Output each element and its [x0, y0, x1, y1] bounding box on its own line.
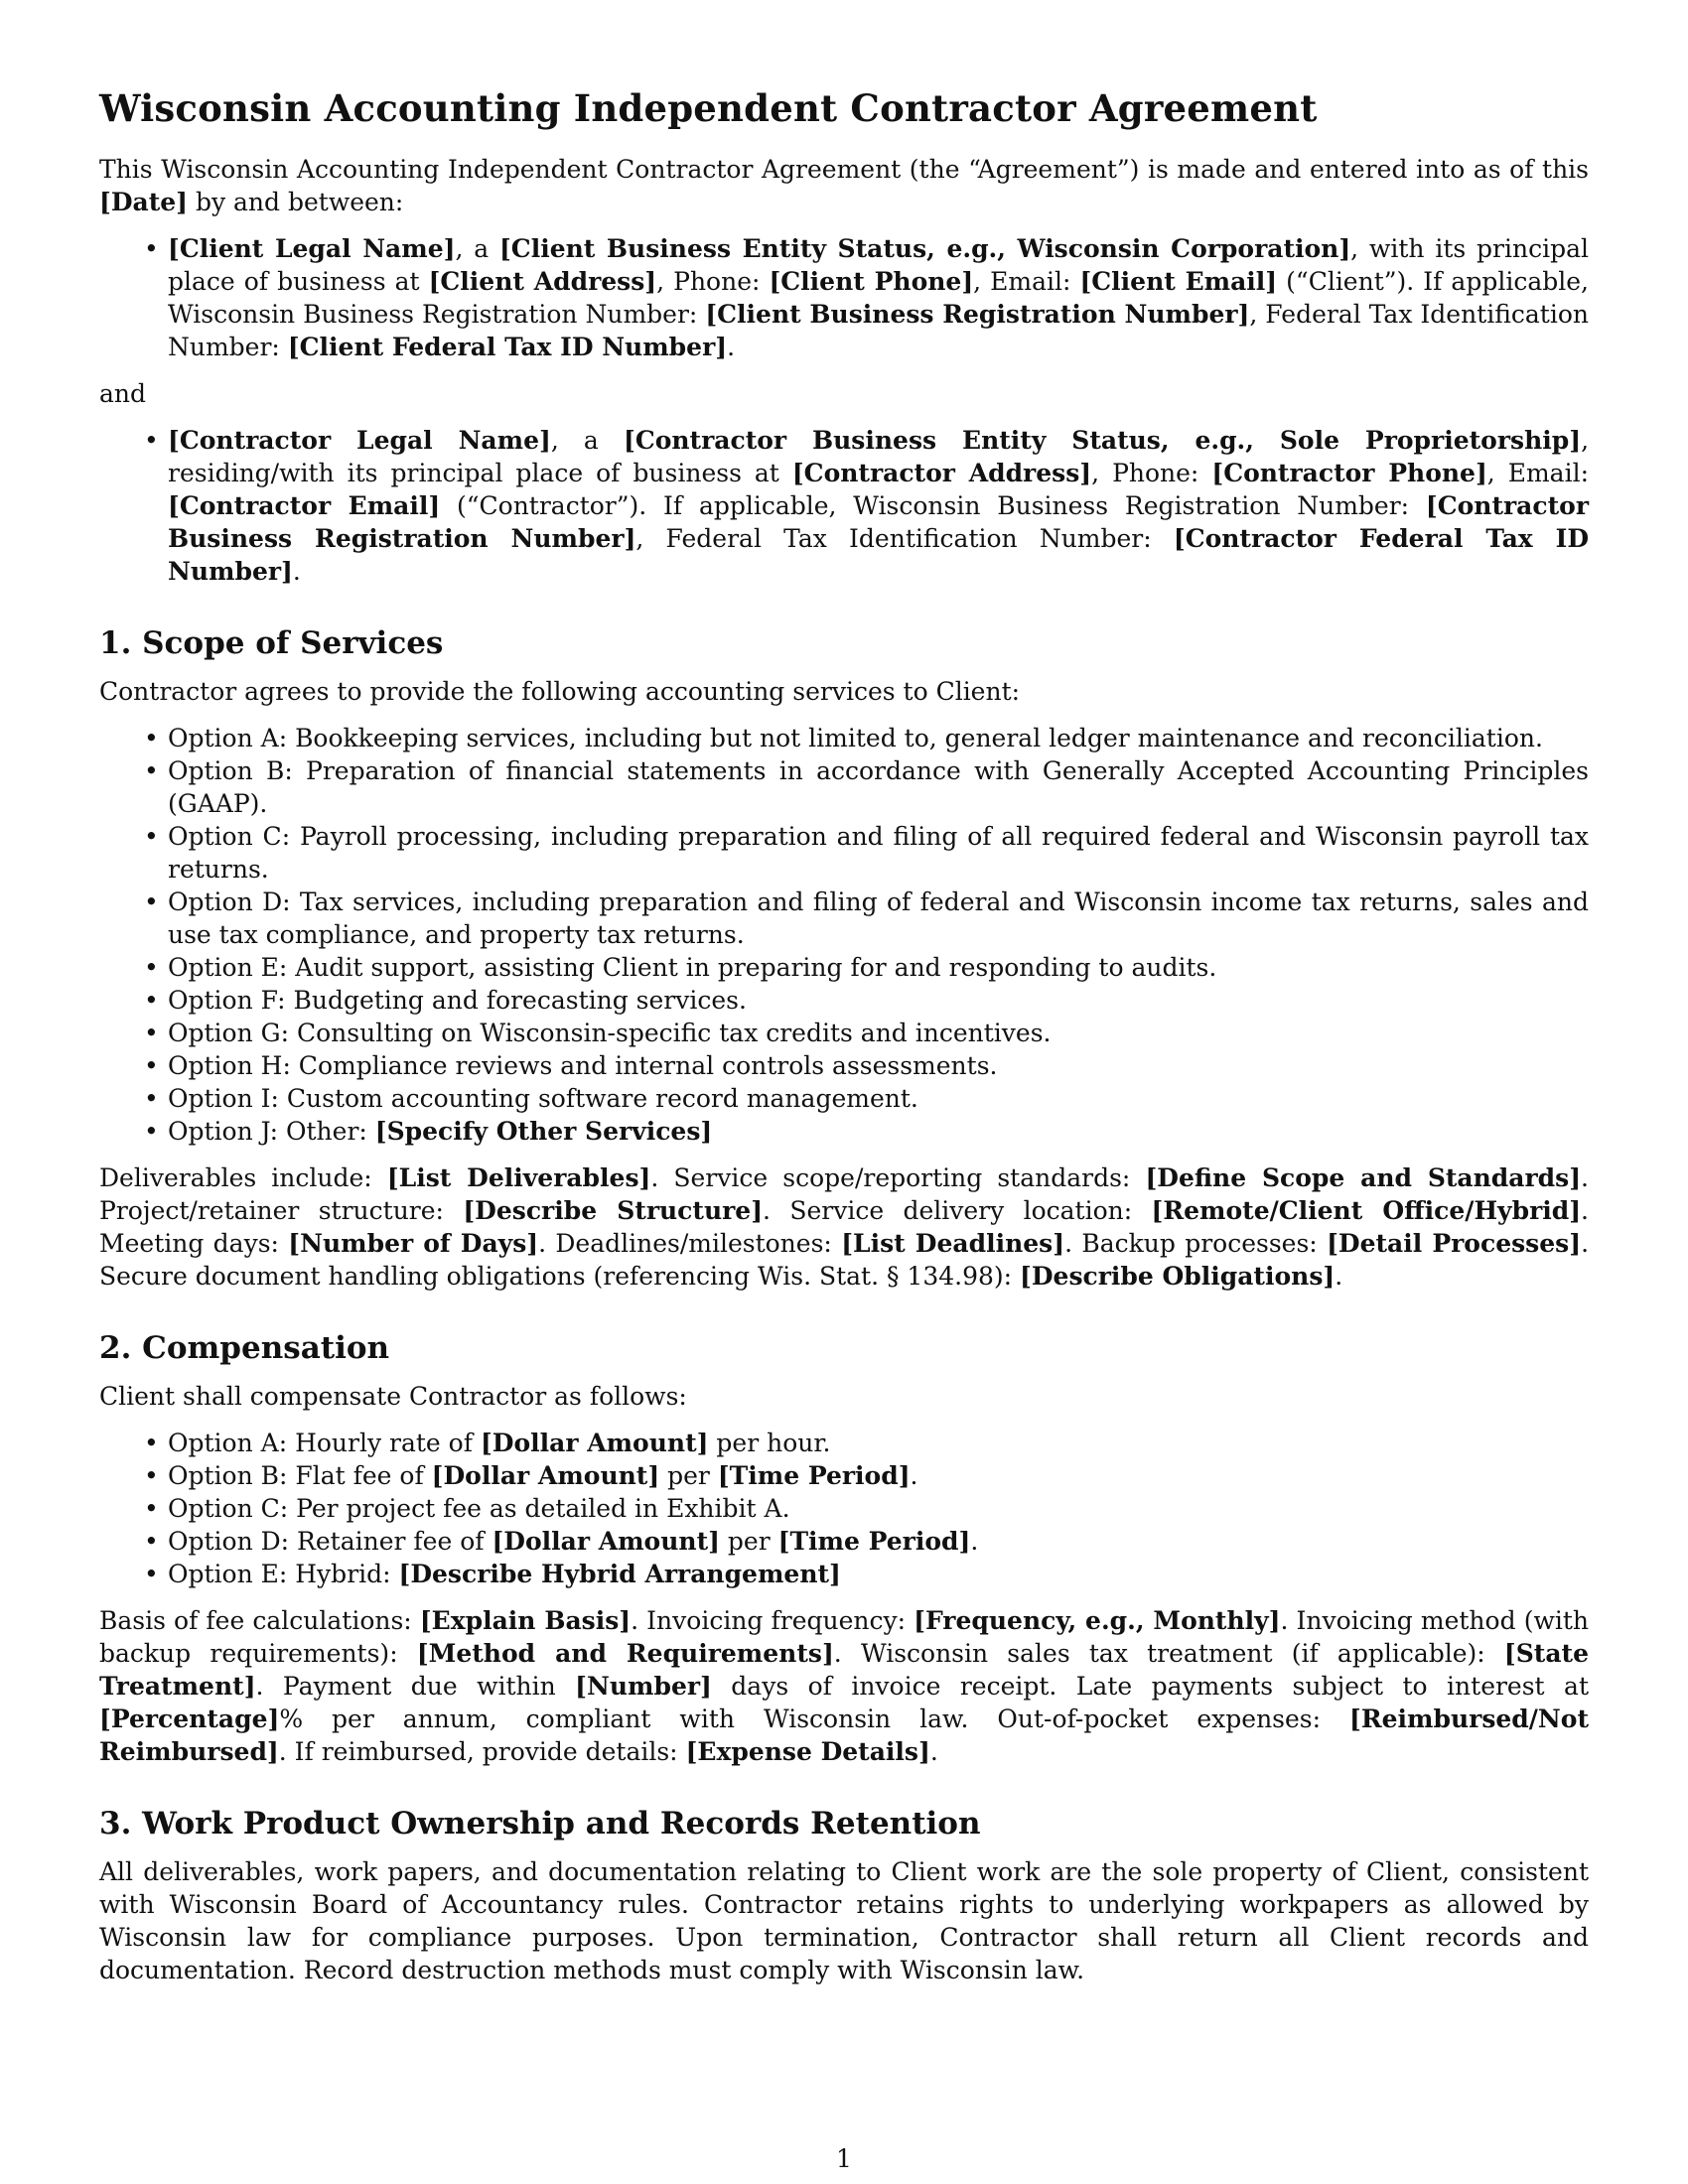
compensation-option-e: • Option E: Hybrid: [Describe Hybrid Arrangement]	[168, 1558, 1589, 1590]
compensation-option-d: • Option D: Retainer fee of [Dollar Amount] per [Time Period].	[168, 1525, 1589, 1558]
section-heading-work-product: 3. Work Product Ownership and Records Retention	[99, 1806, 981, 1842]
scope-option-c: • Option C: Payroll processing, including preparation and filing of all required federal and Wisconsin payroll tax returns.	[168, 820, 1589, 886]
client-entity-field: [Client Business Entity Status, e.g., Wisconsin Corporation]	[498, 234, 1351, 263]
compensation-lead: Client shall compensate Contractor as follows:	[99, 1382, 687, 1411]
client-party-item: • [Client Legal Name], a [Client Business Entity Status, e.g., Wisconsin Corporation], with its principal place of business at [Client Address], Phone: [Client Phone], Email: [Client Email] (“Client”). If applicable, Wisconsin Business Registration Number: [Client Business Registration Number], Federal Tax Identification Number: [Client Federal Tax ID Number].	[168, 232, 1589, 363]
expenses-field: [Reimbursed/Not Reimbursed]	[99, 1705, 1589, 1766]
compensation-option-c: • Option C: Per project fee as detailed in Exhibit A.	[168, 1492, 1589, 1525]
client-phone-field: [Client Phone]	[769, 267, 974, 296]
contractor-email-field: [Contractor Email]	[168, 491, 441, 520]
document-title: Wisconsin Accounting Independent Contractor Agreement	[99, 86, 1318, 130]
client-registration-field: [Client Business Registration Number]	[705, 300, 1250, 329]
flat-fee-period-field: [Time Period]	[717, 1461, 911, 1490]
fee-basis-field: [Explain Basis]	[419, 1606, 632, 1635]
expense-details-field: [Expense Details]	[685, 1737, 930, 1766]
contractor-tax-id-field: [Contractor Federal Tax ID Number]	[168, 524, 1590, 586]
other-services-field: [Specify Other Services]	[374, 1117, 713, 1146]
work-product-paragraph: All deliverables, work papers, and documentation relating to Client work are the sole property of Client, consistent with Wisconsin Board of Accountancy rules. Contractor retains rights to underlying workpapers as allowed by Wisconsin law for compliance purposes. Upon termination, Contractor shall return all Client records and documentation. Record destruction methods must comply with Wisconsin law.	[99, 1857, 1589, 1984]
sales-tax-field: [State Treatment]	[99, 1639, 1589, 1701]
compensation-details-paragraph: Basis of fee calculations: [Explain Basis]. Invoicing frequency: [Frequency, e.g., Monthly]. Invoicing method (with backup requirements): [Method and Requirements]. Wisconsin sales tax treatment (if applicable): [State Treatment]. Payment due within [Number] days of invoice receipt. Late payments subject to interest at [Percentage]% per annum, compliant with Wisconsin law. Out-of-pocket expenses: [Reimbursed/Not Reimbursed]. If reimbursed, provide details: [Expense Details].	[99, 1606, 1589, 1766]
structure-field: [Describe Structure]	[463, 1196, 764, 1225]
flat-fee-amount-field: [Dollar Amount]	[431, 1461, 660, 1490]
scope-option-h: • Option H: Compliance reviews and internal controls assessments.	[168, 1049, 1589, 1082]
scope-option-b: • Option B: Preparation of financial statements in accordance with Generally Accepted Accounting Principles (GAAP).	[168, 754, 1589, 820]
client-tax-id-field: [Client Federal Tax ID Number]	[287, 333, 728, 361]
scope-lead: Contractor agrees to provide the following accounting services to Client:	[99, 677, 1021, 706]
scope-option-a: • Option A: Bookkeeping services, including but not limited to, general ledger maintenance and reconciliation.	[168, 722, 1589, 754]
hybrid-arrangement-field: [Describe Hybrid Arrangement]	[398, 1560, 841, 1588]
obligations-field: [Describe Obligations]	[1020, 1262, 1336, 1291]
scope-options-list	[99, 722, 1589, 1148]
contractor-party-list	[99, 424, 1589, 588]
contractor-phone-field: [Contractor Phone]	[1211, 459, 1487, 487]
date-field: [Date]	[99, 188, 188, 216]
document-page	[99, 85, 1589, 1986]
section-heading-compensation: 2. Compensation	[99, 1330, 390, 1366]
scope-option-e: • Option E: Audit support, assisting Client in preparing for and responding to audits.	[168, 951, 1589, 984]
meeting-days-field: [Number of Days]	[288, 1229, 539, 1258]
client-address-field: [Client Address]	[428, 267, 657, 296]
compensation-option-b: • Option B: Flat fee of [Dollar Amount] per [Time Period].	[168, 1459, 1589, 1492]
scope-standards-field: [Define Scope and Standards]	[1145, 1163, 1582, 1192]
hourly-amount-field: [Dollar Amount]	[480, 1429, 709, 1457]
scope-option-f: • Option F: Budgeting and forecasting services.	[168, 984, 1589, 1017]
client-email-field: [Client Email]	[1079, 267, 1278, 296]
scope-option-d: • Option D: Tax services, including preparation and filing of federal and Wisconsin income tax returns, sales and use tax compliance, and property tax returns.	[168, 886, 1589, 951]
client-party-list	[99, 232, 1589, 363]
scope-option-g: • Option G: Consulting on Wisconsin-specific tax credits and incentives.	[168, 1017, 1589, 1049]
interest-percentage-field: [Percentage]	[99, 1705, 280, 1733]
compensation-option-a: • Option A: Hourly rate of [Dollar Amount] per hour.	[168, 1427, 1589, 1459]
scope-option-j: • Option J: Other: [Specify Other Services]	[168, 1115, 1589, 1148]
backup-processes-field: [Detail Processes]	[1327, 1229, 1582, 1258]
scope-option-i: • Option I: Custom accounting software record management.	[168, 1082, 1589, 1115]
intro-paragraph: This Wisconsin Accounting Independent Contractor Agreement (the “Agreement”) is made and entered into as of this [Date] by and between:	[99, 155, 1589, 216]
deadlines-field: [List Deadlines]	[841, 1229, 1065, 1258]
page-number: 1	[836, 2144, 852, 2173]
compensation-options-list	[99, 1427, 1589, 1590]
invoice-frequency-field: [Frequency, e.g., Monthly]	[914, 1606, 1281, 1635]
retainer-amount-field: [Dollar Amount]	[492, 1527, 720, 1556]
location-field: [Remote/Client Office/Hybrid]	[1151, 1196, 1582, 1225]
contractor-entity-field: [Contractor Business Entity Status, e.g., Sole Proprietorship]	[623, 426, 1582, 455]
and-separator: and	[99, 379, 147, 408]
retainer-period-field: [Time Period]	[777, 1527, 971, 1556]
deliverables-field: [List Deliverables]	[386, 1163, 651, 1192]
client-name-field: [Client Legal Name]	[168, 234, 456, 263]
contractor-name-field: [Contractor Legal Name]	[168, 426, 551, 455]
contractor-registration-field: [Contractor Business Registration Number]	[168, 491, 1589, 553]
contractor-party-item: • [Contractor Legal Name], a [Contractor Business Entity Status, e.g., Sole Proprietorship], residing/with its principal place of business at [Contractor Address], Phone: [Contractor Phone], Email: [Contractor Email] (“Contractor”). If applicable, Wisconsin Business Registration Number: [Contractor Business Registration Number], Federal Tax Identification Number: [Contractor Federal Tax ID Number].	[168, 424, 1589, 588]
invoice-method-field: [Method and Requirements]	[416, 1639, 834, 1668]
section-heading-scope: 1. Scope of Services	[99, 625, 444, 661]
payment-days-field: [Number]	[575, 1672, 712, 1701]
contractor-address-field: [Contractor Address]	[791, 459, 1092, 487]
scope-details-paragraph: Deliverables include: [List Deliverables]. Service scope/reporting standards: [Define Scope and Standards]. Project/retainer structure: [Describe Structure]. Service delivery location: [Remote/Client Office/Hybrid]. Meeting days: [Number of Days]. Deadlines/milestones: [List Deadlines]. Backup processes: [Detail Processes]. Secure document handling obligations (referencing Wis. Stat. § 134.98): [Describe Obligations].	[99, 1163, 1590, 1291]
